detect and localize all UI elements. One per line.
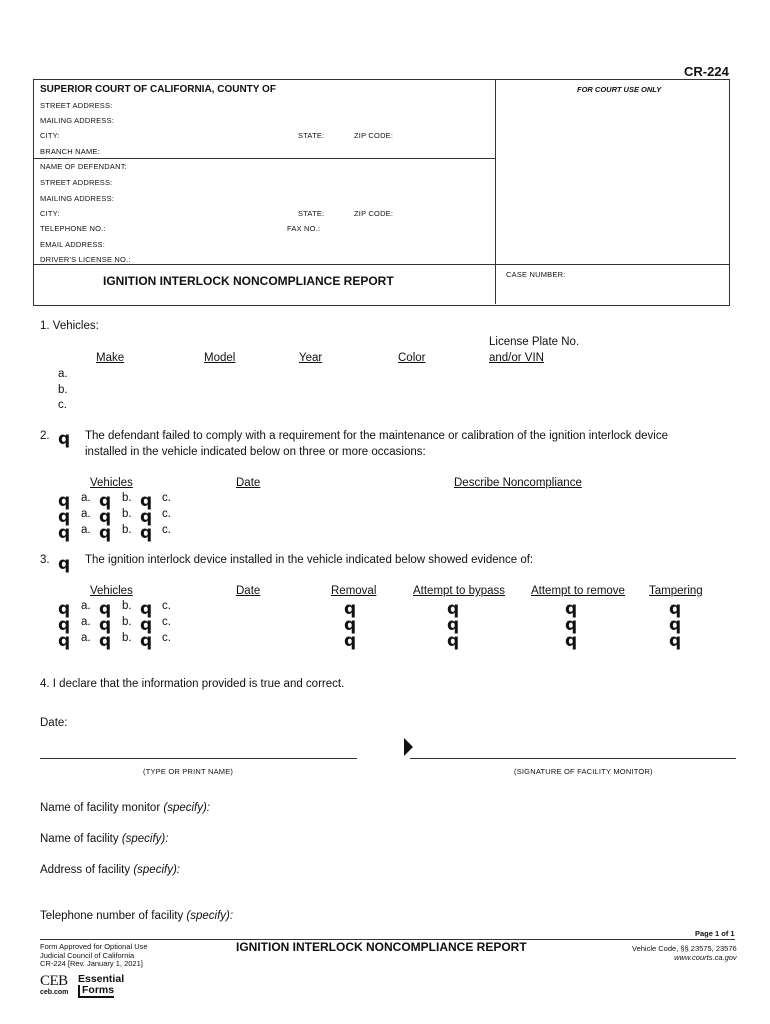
item-2-row3-opt-c-label: c.: [162, 524, 171, 536]
item-3-row1-opt-a-label: a.: [81, 600, 91, 612]
court-mailing-label: MAILING ADDRESS:: [40, 116, 115, 125]
case-number-divider: [495, 264, 729, 265]
branch-name-label: BRANCH NAME:: [40, 147, 100, 156]
model-header: Model: [204, 352, 236, 364]
caption-report-title: IGNITION INTERLOCK NONCOMPLIANCE REPORT: [103, 274, 394, 288]
bypass-row2-checkbox[interactable]: q: [447, 615, 460, 635]
facility-address-field: [40, 864, 180, 876]
caption-box: [33, 79, 730, 306]
court-section-divider: [33, 158, 495, 159]
removal-row2-checkbox[interactable]: q: [344, 615, 357, 635]
bypass-header: Attempt to bypass: [413, 585, 506, 597]
item-3-row3-opt-b-checkbox[interactable]: q: [140, 631, 153, 651]
telephone-label: TELEPHONE NO.:: [40, 224, 106, 233]
removal-header: Removal: [331, 585, 377, 597]
license-label: DRIVER'S LICENSE NO.:: [40, 255, 131, 264]
essential-forms-logo: [78, 974, 124, 998]
signature-line[interactable]: [410, 758, 736, 759]
facility-name-specify: (specify):: [121, 833, 169, 845]
print-name-line[interactable]: [40, 758, 357, 759]
forms-logo-text: Forms: [78, 985, 114, 998]
item-2-row2-opt-a-checkbox[interactable]: q: [99, 507, 112, 527]
item-3-text: The ignition interlock device installed in the vehicle indicated below showed evidence of:: [85, 554, 534, 566]
case-number-label: CASE NUMBER:: [506, 270, 566, 279]
defendant-zip-label: ZIP CODE:: [354, 209, 394, 218]
essential-logo-text: Essential: [78, 973, 125, 985]
date-label: Date:: [40, 717, 68, 729]
declaration-text: 4. I declare that the information provided is true and correct.: [40, 678, 345, 690]
item-3-row1-opt-b-checkbox[interactable]: q: [140, 599, 153, 619]
item-3-row1-opt-b-label: b.: [122, 600, 132, 612]
item-2-row1-opt-b-label: b.: [122, 492, 132, 504]
court-title: SUPERIOR COURT OF CALIFORNIA, COUNTY OF: [40, 84, 276, 95]
facility-monitor-field: [40, 802, 210, 814]
item-3-row2-checkbox[interactable]: q: [58, 615, 71, 635]
item-2-row1-opt-a-checkbox[interactable]: q: [99, 491, 112, 511]
item-2-text-line1: The defendant failed to comply with a requirement for the maintenance or calibration of the ignition interlock device: [85, 430, 668, 442]
form-number: CR-224: [684, 64, 729, 79]
remove-row1-checkbox[interactable]: q: [565, 599, 578, 619]
item-2-row2-opt-b-label: b.: [122, 508, 132, 520]
year-header: Year: [299, 352, 323, 364]
item-2-row2-opt-b-checkbox[interactable]: q: [140, 507, 153, 527]
item-3-checkbox[interactable]: q: [58, 554, 71, 574]
item-3-row3-opt-a-label: a.: [81, 632, 91, 644]
tampering-row3-checkbox[interactable]: q: [669, 631, 682, 651]
bypass-row3-checkbox[interactable]: q: [447, 631, 460, 651]
item-2-row2-checkbox[interactable]: q: [58, 507, 71, 527]
vehicle-row-c: c.: [58, 399, 67, 411]
print-name-caption: (TYPE OR PRINT NAME): [143, 767, 234, 776]
item-2-row3-opt-b-checkbox[interactable]: q: [140, 523, 153, 543]
fax-label: FAX NO.:: [287, 224, 321, 233]
removal-row3-checkbox[interactable]: q: [344, 631, 357, 651]
item-3-row1-opt-a-checkbox[interactable]: q: [99, 599, 112, 619]
vehicles-heading: 1. Vehicles:: [40, 320, 99, 332]
tampering-row1-checkbox[interactable]: q: [669, 599, 682, 619]
item-3-row3-opt-b-label: b.: [122, 632, 132, 644]
item-3-date-header: Date: [236, 585, 261, 597]
tampering-header: Tampering: [649, 585, 703, 597]
court-use-label: FOR COURT USE ONLY: [577, 85, 662, 94]
court-state-label: STATE:: [298, 131, 325, 140]
item-3-row3-opt-a-checkbox[interactable]: q: [99, 631, 112, 651]
item-3-row3-opt-c-label: c.: [162, 632, 171, 644]
item-2-row1-opt-b-checkbox[interactable]: q: [140, 491, 153, 511]
item-2-row1-opt-c-label: c.: [162, 492, 171, 504]
plate-header-line1: License Plate No.: [489, 336, 580, 348]
item-3-row2-opt-a-label: a.: [81, 616, 91, 628]
ceb-logo-text: CEB: [40, 973, 68, 989]
item-3-row2-opt-b-label: b.: [122, 616, 132, 628]
ceb-logo-url: ceb.com: [40, 989, 69, 996]
item-3-row1-checkbox[interactable]: q: [58, 599, 71, 619]
facility-address-label: Address of facility: [40, 864, 131, 876]
court-zip-label: ZIP CODE:: [354, 131, 394, 140]
item-3-vehicles-header: Vehicles: [90, 585, 133, 597]
defendant-city-label: CITY:: [40, 209, 60, 218]
footer-left: [40, 943, 148, 969]
facility-monitor-label: Name of facility monitor: [40, 802, 161, 814]
footer-council: Judicial Council of California: [40, 950, 135, 960]
court-city-label: CITY:: [40, 131, 60, 140]
item-3-row2-opt-a-checkbox[interactable]: q: [99, 615, 112, 635]
tampering-row2-checkbox[interactable]: q: [669, 615, 682, 635]
signature-caption: (SIGNATURE OF FACILITY MONITOR): [514, 767, 653, 776]
item-2-number: 2.: [40, 430, 50, 442]
item-3-number: 3.: [40, 554, 50, 566]
facility-name-label: Name of facility: [40, 833, 119, 845]
item-2-vehicles-header: Vehicles: [90, 477, 133, 489]
facility-name-field: [40, 833, 168, 845]
item-2-row3-opt-b-label: b.: [122, 524, 132, 536]
item-2-row1-checkbox[interactable]: q: [58, 491, 71, 511]
item-2-row2-opt-c-label: c.: [162, 508, 171, 520]
facility-phone-field: [40, 910, 233, 922]
caption-divider: [495, 79, 496, 304]
bypass-row1-checkbox[interactable]: q: [447, 599, 460, 619]
item-2-text-line2: installed in the vehicle indicated below on three or more occasions:: [85, 446, 426, 458]
footer-title: IGNITION INTERLOCK NONCOMPLIANCE REPORT: [236, 940, 527, 954]
item-2-date-header: Date: [236, 477, 261, 489]
item-2-describe-header: Describe Noncompliance: [454, 477, 582, 489]
item-3-row2-opt-c-label: c.: [162, 616, 171, 628]
facility-phone-label: Telephone number of facility: [40, 910, 184, 922]
footer-code: Vehicle Code, §§ 23575, 23576: [632, 944, 737, 953]
item-3-row3-checkbox[interactable]: q: [58, 631, 71, 651]
email-label: EMAIL ADDRESS:: [40, 240, 106, 249]
item-3-row1-opt-c-label: c.: [162, 600, 171, 612]
plate-header-line2: and/or VIN: [489, 352, 544, 364]
defendant-state-label: STATE:: [298, 209, 325, 218]
item-2-row3-opt-a-checkbox[interactable]: q: [99, 523, 112, 543]
facility-address-specify: (specify):: [133, 864, 180, 876]
removal-row1-checkbox[interactable]: q: [344, 599, 357, 619]
item-3-row2-opt-b-checkbox[interactable]: q: [140, 615, 153, 635]
item-2-checkbox[interactable]: q: [58, 429, 71, 449]
remove-row2-checkbox[interactable]: q: [565, 615, 578, 635]
item-2-row1-opt-a-label: a.: [81, 492, 91, 504]
footer-right: [632, 944, 737, 962]
item-2-row3-opt-a-label: a.: [81, 524, 91, 536]
defendant-name-label: NAME OF DEFENDANT:: [40, 162, 127, 171]
make-header: Make: [96, 352, 125, 364]
footer-url: www.courts.ca.gov: [674, 953, 737, 962]
facility-monitor-specify: (specify):: [163, 802, 211, 814]
defendant-mailing-label: MAILING ADDRESS:: [40, 194, 115, 203]
ceb-logo: [40, 974, 68, 997]
footer-revision: CR-224 [Rev. January 1, 2021]: [40, 959, 143, 968]
color-header: Color: [398, 352, 426, 364]
vehicle-row-b: b.: [58, 384, 68, 396]
defendant-street-label: STREET ADDRESS:: [40, 178, 113, 187]
remove-header: Attempt to remove: [531, 585, 625, 597]
footer-approval: Form Approved for Optional Use: [40, 942, 148, 951]
item-2-row2-opt-a-label: a.: [81, 508, 91, 520]
page-number: Page 1 of 1: [695, 929, 735, 938]
remove-row3-checkbox[interactable]: q: [565, 631, 578, 651]
item-2-row3-checkbox[interactable]: q: [58, 523, 71, 543]
court-street-label: STREET ADDRESS:: [40, 101, 113, 110]
facility-phone-specify: (specify):: [186, 910, 234, 922]
vehicle-row-a: a.: [58, 368, 68, 380]
signature-arrow-icon: [404, 738, 413, 756]
defendant-section-divider: [33, 264, 495, 265]
